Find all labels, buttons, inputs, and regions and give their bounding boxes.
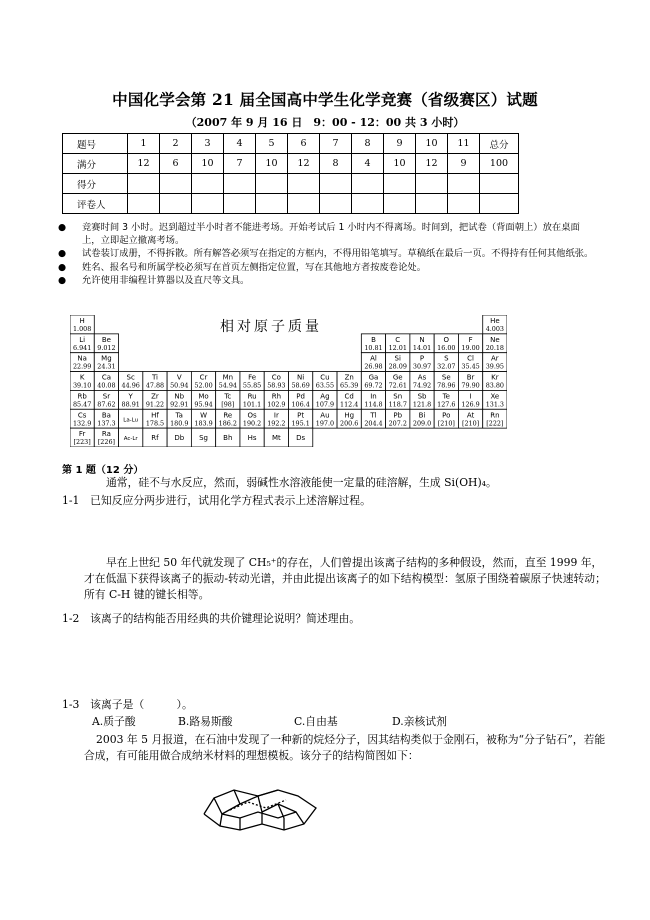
element-symbol: Cu: [320, 373, 330, 382]
element-symbol: Cl: [467, 354, 475, 363]
element-symbol: H: [79, 317, 85, 325]
element-mass: 180.9: [170, 419, 189, 428]
element-symbol: V: [176, 373, 182, 382]
element-mass: 102.9: [267, 400, 286, 409]
element-cell-hg: [337, 409, 361, 428]
element-symbol: B: [371, 335, 376, 344]
element-symbol: Ba: [101, 411, 111, 420]
element-symbol: Ac-Lr: [123, 436, 138, 443]
element-symbol: Rb: [77, 392, 87, 401]
element-cell-p: [410, 353, 434, 372]
element-mass: 131.3: [485, 400, 505, 409]
element-symbol: S: [444, 354, 449, 363]
element-cell-v: [167, 372, 191, 391]
element-mass: 52.00: [194, 381, 213, 390]
element-mass: 101.1: [242, 400, 262, 409]
element-mass: 204.4: [364, 419, 383, 428]
element-symbol: Mn: [222, 373, 234, 382]
element-symbol: Br: [466, 373, 475, 382]
element-cell-os: [240, 409, 264, 428]
element-cell-br: [458, 372, 482, 391]
element-cell-hs: [240, 428, 264, 447]
element-mass: [210]: [437, 419, 455, 428]
element-symbol: Sc: [126, 373, 135, 382]
exam-title: 中国化学会第 21 届全国高中学生化学竞赛（省级赛区）试题: [112, 90, 538, 109]
element-symbol: Al: [370, 354, 377, 363]
element-mass: 32.07: [437, 362, 456, 371]
element-cell-ds: [289, 428, 313, 447]
option-a: A.质子酸: [92, 715, 136, 728]
element-symbol: Mg: [101, 354, 112, 363]
element-symbol: Be: [101, 335, 111, 344]
element-mass: 55.85: [242, 381, 262, 390]
element-mass: 83.80: [485, 381, 505, 390]
element-symbol: Tl: [370, 411, 377, 420]
element-mass: 197.0: [315, 419, 335, 428]
element-cell-ru: [240, 390, 264, 409]
table-row: 满分 12 6 10 7 10 12 8 4 10 12 9 100: [63, 154, 519, 174]
element-symbol: Na: [77, 354, 87, 363]
element-cell-s: [434, 353, 458, 372]
element-mass: [226]: [97, 438, 116, 447]
element-mass: [98]: [221, 400, 235, 409]
element-cell-sn: [386, 390, 410, 409]
element-mass: 35.45: [461, 362, 480, 371]
element-symbol: Sb: [417, 392, 427, 401]
element-mass: 63.55: [315, 381, 335, 390]
element-symbol: Pb: [393, 411, 403, 420]
element-symbol: Zr: [151, 392, 159, 401]
element-symbol: Ta: [175, 411, 183, 420]
element-mass: 209.0: [412, 419, 432, 428]
element-symbol: Ar: [491, 354, 499, 363]
bullet-icon: ●: [58, 222, 67, 233]
score-table: [62, 133, 519, 214]
element-symbol: Pt: [297, 411, 305, 420]
element-cell-at: [458, 409, 482, 428]
element-cell-ca: [94, 372, 118, 391]
row-label: 评卷人: [63, 194, 128, 214]
periodic-table-title: 相对原子质量: [220, 319, 322, 335]
row-label: 得分: [63, 174, 128, 194]
element-symbol: C: [395, 335, 401, 344]
element-cell-y: [119, 390, 143, 409]
element-cell-ga: [361, 372, 385, 391]
element-symbol: Se: [441, 373, 451, 382]
element-symbol: Te: [442, 392, 451, 401]
element-mass: 183.9: [194, 419, 213, 428]
element-symbol: Hg: [344, 411, 355, 420]
element-mass: 87.62: [97, 400, 116, 409]
element-mass: 195.1: [291, 419, 310, 428]
element-symbol: Ga: [368, 373, 379, 382]
question-1-intro: 通常，硅不与水反应，然而，弱碱性水溶液能使一定量的硅溶解，生成 Si(OH)₄。: [106, 476, 497, 489]
element-mass: 14.01: [412, 343, 432, 352]
element-symbol: Bi: [418, 411, 426, 420]
element-symbol: Ca: [101, 373, 112, 382]
element-symbol: Hf: [151, 411, 159, 420]
element-cell-te: [434, 390, 458, 409]
element-mass: 78.96: [437, 381, 456, 390]
element-symbol: Kr: [491, 373, 499, 382]
element-symbol: Os: [247, 411, 257, 420]
element-mass: 6.941: [72, 343, 92, 352]
element-mass: 69.72: [364, 381, 383, 390]
element-cell-o: [434, 334, 458, 353]
element-symbol: Y: [128, 392, 133, 401]
element-symbol: Xe: [490, 392, 500, 401]
option-c: C.自由基: [294, 715, 338, 728]
element-cell-cu: [313, 372, 337, 391]
element-mass: 74.92: [412, 381, 432, 390]
element-cell-li: [70, 334, 94, 353]
element-cell-la-lu: [119, 409, 143, 428]
element-symbol: Mo: [198, 392, 209, 401]
element-cell-cl: [458, 353, 482, 372]
exam-rules: [58, 221, 598, 287]
element-symbol: I: [469, 392, 472, 401]
element-mass: 88.91: [121, 400, 140, 409]
element-symbol: Li: [79, 335, 86, 344]
element-symbol: La-Lu: [123, 417, 139, 424]
element-symbol: O: [443, 335, 450, 344]
element-symbol: Si: [394, 354, 401, 363]
element-cell-kr: [483, 372, 507, 391]
element-symbol: Sn: [393, 392, 403, 401]
element-mass: 200.6: [340, 419, 359, 428]
element-cell-fr: [70, 428, 94, 447]
element-symbol: As: [417, 373, 427, 382]
element-symbol: Au: [320, 411, 330, 420]
element-symbol: Fr: [78, 430, 86, 439]
element-cell-ti: [143, 372, 167, 391]
element-cell-rb: [70, 390, 94, 409]
element-mass: 54.94: [218, 381, 237, 390]
element-cell-pb: [386, 409, 410, 428]
element-cell-c: [386, 334, 410, 353]
element-cell-po: [434, 409, 458, 428]
element-cell-al: [361, 353, 385, 372]
element-cell-sb: [410, 390, 434, 409]
question-1-paragraph: 早在上世纪 50 年代就发现了 CH₅⁺的存在，人们曾提出该离子结构的多种假设，然而，直至 1999 年，才在低温下获得该离子的振动-转动光谱，并由此提出该离子的如下结构模型：氢原子围绕着碳原子快速转动；所有 C-H 键的键长相等。: [84, 556, 606, 601]
list-item: ● 姓名、报名号和所属学校必须写在首页左侧指定位置，写在其他地方者按废卷论处。: [58, 261, 426, 273]
element-mass: 44.96: [121, 381, 140, 390]
element-cell-i: [458, 390, 482, 409]
element-cell-pd: [289, 390, 313, 409]
element-mass: 47.88: [145, 381, 165, 390]
question-1-heading: 第 1 题（12 分）: [62, 465, 144, 476]
element-symbol: Ge: [392, 373, 403, 382]
element-mass: 85.47: [72, 400, 92, 409]
element-cell-k: [70, 372, 94, 391]
element-mass: 192.2: [267, 419, 286, 428]
element-symbol: Zn: [344, 373, 354, 382]
element-cell-tl: [361, 409, 385, 428]
element-mass: 24.31: [97, 362, 116, 371]
element-mass: 28.09: [388, 362, 407, 371]
element-symbol: Co: [271, 373, 281, 382]
element-mass: 1.008: [72, 325, 92, 333]
question-1-1: 1-1 已知反应分两步进行，试用化学方程式表示上述溶解过程。: [62, 494, 371, 507]
table-row: [63, 194, 519, 214]
list-item: ● 竞赛时间 3 小时。迟到超过半小时者不能进考场。开始考试后 1 小时内不得离场。时间到，把试卷（背面朝上）放在桌面上，立即起立撤离考场。: [58, 222, 580, 247]
element-symbol: Ti: [151, 373, 158, 382]
element-mass: 132.9: [72, 419, 92, 428]
element-cell-he: [483, 315, 507, 334]
element-symbol: Rn: [490, 411, 500, 420]
element-cell-w: [191, 409, 215, 428]
question-1-3: 1-3 该离子是（ ）。: [62, 698, 193, 711]
element-cell-ne: [483, 334, 507, 353]
list-item: ● 试卷装订成册，不得拆散。所有解答必须写在指定的方框内，不得用铅笔填写。草稿纸在最后一页。不得持有任何其他纸张。: [58, 248, 594, 260]
element-mass: 121.8: [412, 400, 432, 409]
element-cell-db: [167, 428, 191, 447]
element-mass: 50.94: [170, 381, 189, 390]
element-mass: 126.9: [461, 400, 480, 409]
element-mass: [222]: [486, 419, 504, 428]
element-mass: 79.90: [461, 381, 480, 390]
element-mass: 207.2: [388, 419, 407, 428]
element-cell-fe: [240, 372, 264, 391]
element-mass: [223]: [73, 438, 91, 447]
question-1-paragraph-2: 2003 年 5 月报道，在石油中发现了一种新的烷烃分子，因其结构类似于金刚石，被称为“分子钻石”，若能合成，有可能用做合成纳米材料的理想模板。该分子的结构简图如下：: [84, 733, 606, 762]
option-d: D.亲核试剂: [392, 715, 447, 728]
element-cell-sg: [191, 428, 215, 447]
element-cell-co: [264, 372, 288, 391]
element-symbol: P: [419, 354, 425, 363]
element-cell-as: [410, 372, 434, 391]
table-row: [63, 174, 519, 194]
element-mass: 9.012: [97, 343, 116, 352]
element-mass: 137.3: [97, 419, 116, 428]
element-cell-n: [410, 334, 434, 353]
element-symbol: Ne: [490, 335, 500, 344]
element-symbol: Cs: [77, 411, 87, 420]
element-cell-pt: [289, 409, 313, 428]
element-symbol: Hs: [247, 434, 257, 443]
element-symbol: Ir: [273, 411, 279, 420]
element-cell-in: [361, 390, 385, 409]
element-mass: 22.99: [72, 362, 92, 371]
element-cell-mg: [94, 353, 118, 372]
element-symbol: Fe: [248, 373, 257, 382]
element-cell-ac-lr: [119, 428, 143, 447]
element-cell-hf: [143, 409, 167, 428]
element-cell-ir: [264, 409, 288, 428]
element-symbol: Db: [174, 434, 185, 443]
element-cell-cs: [70, 409, 94, 428]
exam-time: （2007 年 9 月 16 日 9：00 - 12：00 共 3 小时）: [185, 116, 465, 129]
element-mass: 39.95: [485, 362, 505, 371]
element-symbol: Re: [223, 411, 233, 420]
element-symbol: Ni: [297, 373, 305, 382]
element-cell-nb: [167, 390, 191, 409]
element-symbol: F: [468, 335, 473, 344]
option-b: B.路易斯酸: [178, 715, 233, 728]
element-mass: 10.81: [364, 343, 383, 352]
element-mass: 118.7: [388, 400, 407, 409]
element-cell-bi: [410, 409, 434, 428]
element-symbol: Mt: [271, 434, 281, 443]
element-cell-ni: [289, 372, 313, 391]
table-row: 题号 1 2 3 4 5 6 7 8 9 10 11 总分: [63, 134, 519, 154]
bullet-icon: ●: [58, 274, 67, 286]
element-mass: 30.97: [412, 362, 432, 371]
bullet-icon: ●: [58, 261, 67, 273]
element-cell-be: [94, 334, 118, 353]
element-cell-zr: [143, 390, 167, 409]
element-cell-ta: [167, 409, 191, 428]
element-symbol: He: [490, 317, 500, 325]
element-cell-au: [313, 409, 337, 428]
element-cell-b: [361, 334, 385, 353]
element-cell-rh: [264, 390, 288, 409]
element-symbol: Bh: [223, 434, 233, 443]
row-label: 题号: [63, 134, 128, 154]
element-mass: 65.39: [340, 381, 359, 390]
element-cell-bh: [216, 428, 240, 447]
element-mass: 91.22: [145, 400, 165, 409]
element-mass: 112.4: [340, 400, 359, 409]
element-mass: 72.61: [388, 381, 407, 390]
question-1-2: 1-2 该离子的结构能否用经典的共价键理论说明？简述理由。: [62, 612, 361, 625]
element-mass: 58.69: [291, 381, 310, 390]
element-mass: 16.00: [437, 343, 456, 352]
row-label: 满分: [63, 154, 128, 174]
element-cell-mo: [191, 390, 215, 409]
element-mass: 58.93: [267, 381, 286, 390]
element-cell-zn: [337, 372, 361, 391]
element-mass: 95.94: [194, 400, 213, 409]
element-symbol: Ds: [296, 434, 306, 443]
element-cell-si: [386, 353, 410, 372]
element-symbol: K: [79, 373, 85, 382]
element-cell-ba: [94, 409, 118, 428]
element-symbol: N: [419, 335, 425, 344]
element-cell-cr: [191, 372, 215, 391]
element-cell-sr: [94, 390, 118, 409]
element-symbol: Tc: [224, 392, 232, 401]
element-cell-xe: [483, 390, 507, 409]
element-cell-rn: [483, 409, 507, 428]
element-cell-ra: [94, 428, 118, 447]
element-mass: 4.003: [485, 325, 505, 333]
element-mass: 40.08: [97, 381, 116, 390]
list-item: ● 允许使用非编程计算器以及直尺等文具。: [58, 274, 250, 286]
element-mass: 178.5: [145, 419, 165, 428]
element-cell-f: [458, 334, 482, 353]
element-symbol: W: [200, 411, 207, 420]
bullet-icon: ●: [58, 248, 67, 260]
element-mass: 114.8: [364, 400, 383, 409]
element-cell-cd: [337, 390, 361, 409]
element-symbol: Nb: [174, 392, 185, 401]
element-mass: 39.10: [72, 381, 92, 390]
element-symbol: Cr: [199, 373, 208, 382]
element-cell-h: [70, 315, 94, 334]
element-symbol: Ag: [320, 392, 330, 401]
element-symbol: Sg: [199, 434, 208, 443]
element-symbol: Ru: [247, 392, 257, 401]
element-cell-tc: [216, 390, 240, 409]
element-cell-sc: [119, 372, 143, 391]
element-symbol: Rh: [271, 392, 282, 401]
element-cell-mn: [216, 372, 240, 391]
element-cell-rf: [143, 428, 167, 447]
molecular-diamond-diagram: [200, 772, 325, 842]
element-mass: 19.00: [461, 343, 480, 352]
element-cell-ge: [386, 372, 410, 391]
element-cell-mt: [264, 428, 288, 447]
element-mass: 26.98: [364, 362, 383, 371]
element-symbol: Pd: [296, 392, 305, 401]
element-mass: 20.18: [485, 343, 505, 352]
element-symbol: Ra: [101, 430, 111, 439]
element-symbol: At: [466, 411, 475, 420]
element-symbol: Sr: [102, 392, 111, 401]
element-symbol: Cd: [344, 392, 354, 401]
element-mass: 186.2: [218, 419, 237, 428]
element-cell-ag: [313, 390, 337, 409]
element-cell-na: [70, 353, 94, 372]
element-mass: 106.4: [291, 400, 310, 409]
element-symbol: Po: [442, 411, 451, 420]
element-cell-se: [434, 372, 458, 391]
element-mass: 127.6: [437, 400, 456, 409]
element-mass: 190.2: [242, 419, 262, 428]
element-mass: 12.01: [388, 343, 407, 352]
element-cell-ar: [483, 353, 507, 372]
element-symbol: Rf: [151, 434, 159, 443]
element-mass: [210]: [461, 419, 480, 428]
element-mass: 92.91: [170, 400, 189, 409]
element-symbol: In: [370, 392, 377, 401]
element-cell-re: [216, 409, 240, 428]
element-mass: 107.9: [315, 400, 335, 409]
